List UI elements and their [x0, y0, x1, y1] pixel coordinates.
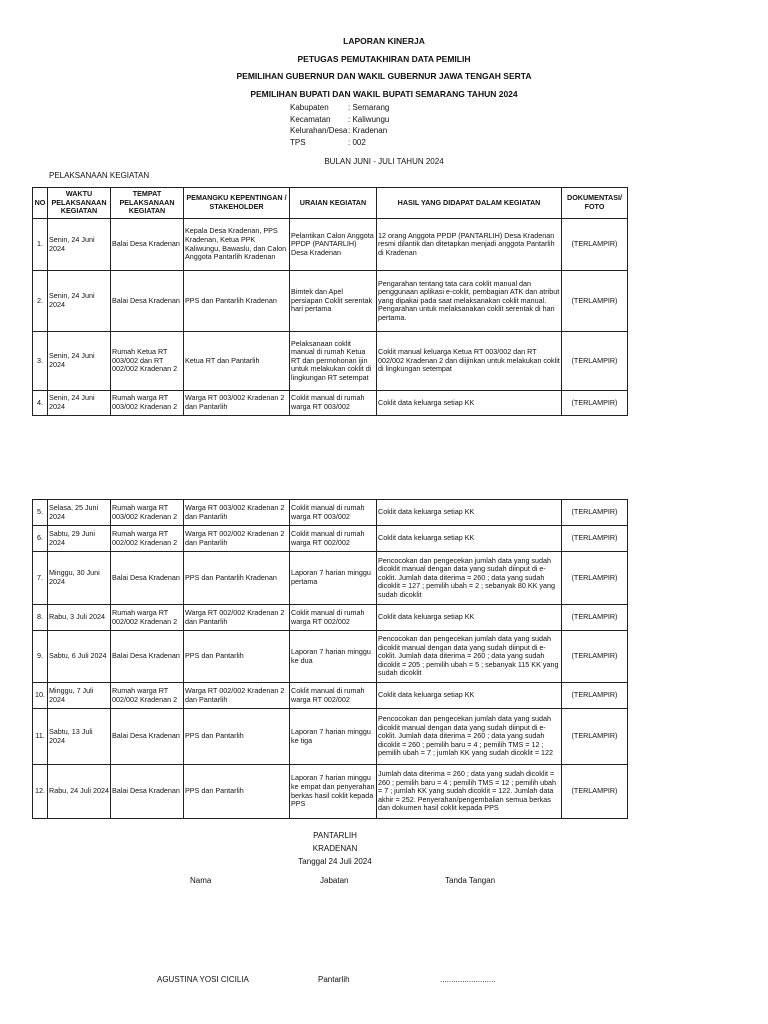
table-cell-hasil: Coklit data keluarga setiap KK [377, 683, 562, 709]
table-cell-uraian: Laporan 7 harian minggu ke dua [290, 631, 377, 683]
table-header-row [33, 188, 628, 219]
column-header: HASIL YANG DIDAPAT DALAM KEGIATAN [377, 188, 562, 219]
info-label: Kecamatan [290, 114, 331, 124]
table-cell-uraian: Laporan 7 harian minggu pertama [290, 552, 377, 605]
signature-block [0, 829, 670, 868]
table-cell-waktu: Rabu, 3 Juli 2024 [48, 605, 111, 631]
info-label: Kabupaten [290, 103, 329, 112]
table-cell-waktu: Minggu, 30 Juni 2024 [48, 552, 111, 605]
table-cell-no: 9. [33, 631, 48, 683]
table-cell-stakeholder: PPS dan Pantarlih Kradenan [184, 271, 290, 332]
table-row [33, 683, 628, 709]
column-header: DOKUMENTASI/ FOTO [562, 188, 628, 219]
table-cell-uraian: Laporan 7 harian minggu ke empat dan penyerahan berkas hasil coklit kepada PPS [290, 765, 377, 819]
table-cell-tempat: Balai Desa Kradenan [111, 765, 184, 819]
name-column-header: Nama [190, 876, 212, 885]
table-cell-waktu: Senin, 24 Juni 2024 [48, 391, 111, 416]
location-info [290, 102, 389, 148]
table-cell-stakeholder: Warga RT 003/002 Kradenan 2 dan Pantarlih [184, 391, 290, 416]
table-row [33, 631, 628, 683]
report-subtitle-1: PETUGAS PEMUTAKHIRAN DATA PEMILIH [297, 53, 471, 64]
table-cell-tempat: Balai Desa Kradenan [111, 631, 184, 683]
info-row [290, 102, 389, 114]
table-row [33, 219, 628, 271]
table-row [33, 765, 628, 819]
report-subtitle-3: PEMILIHAN BUPATI DAN WAKIL BUPATI SEMARANG TAHUN 2024 [250, 88, 518, 99]
table-row [33, 332, 628, 391]
table-cell-uraian: Coklit manual di rumah warga RT 002/002 [290, 683, 377, 709]
table-cell-no: 8. [33, 605, 48, 631]
signer-location: KRADENAN [312, 844, 358, 853]
table-cell-tempat: Rumah warga RT 003/002 Kradenan 2 [111, 500, 184, 526]
column-header: NO [33, 188, 48, 219]
table-cell-dok: (TERLAMPIR) [562, 526, 628, 552]
table-cell-dok: (TERLAMPIR) [562, 219, 628, 271]
table-cell-stakeholder: PPS dan Pantarlih [184, 709, 290, 765]
table-cell-dok: (TERLAMPIR) [562, 631, 628, 683]
activity-table-page-2 [32, 499, 628, 819]
table-cell-tempat: Rumah warga RT 002/002 Kradenan 2 [111, 526, 184, 552]
table-cell-stakeholder: Warga RT 002/002 Kradenan 2 dan Pantarlih [184, 683, 290, 709]
table-cell-hasil: Jumlah data diterima = 260 ; data yang sudah dicoklit = 260 ; pemilih baru = 4 ; pemilih TMS = 12 ; pemilih ubah = 7 ; jumlah KK yang sudah dicoklit = 122. Jumlah data akhir = 252. Penyerahan/pengembalian semua berkas dan dokumen hasil coklit kepada PPS [377, 765, 562, 819]
table-cell-hasil: Pengarahan tentang tata cara coklit manual dan penggunaan aplikasi e-coklit, pembagian ATK dan atribut yang dipakai pada saat melaksanakan coklit manual. Pengarahan untuk melaksanakan coklit serentak di hari pertama. [377, 271, 562, 332]
table-cell-no: 11. [33, 709, 48, 765]
table-cell-waktu: Sabtu, 6 Juli 2024 [48, 631, 111, 683]
signer-role: PANTARLIH [313, 831, 357, 840]
table-row [33, 271, 628, 332]
table-cell-dok: (TERLAMPIR) [562, 709, 628, 765]
table-cell-hasil: 12 orang Anggota PPDP (PANTARLIH) Desa Kradenan resmi dilantik dan ditetapkan menjadi anggota Pantarlih di Kradenan [377, 219, 562, 271]
table-cell-uraian: Coklit manual di rumah warga RT 002/002 [290, 526, 377, 552]
table-cell-waktu: Senin, 24 Juni 2024 [48, 271, 111, 332]
table-cell-hasil: Pencocokan dan pengecekan jumlah data yang sudah dicoklit manual dengan data yang sudah diinput di e-coklit. Jumlah data diterima = 260 ; data yang sudah dicoklit = 205 ; pemilih ubah = 5 ; sebanyak 115 KK yang sudah dicoklit [377, 631, 562, 683]
table-cell-hasil: Coklit data keluarga setiap KK [377, 526, 562, 552]
table-cell-tempat: Balai Desa Kradenan [111, 271, 184, 332]
table-cell-dok: (TERLAMPIR) [562, 765, 628, 819]
table-cell-uraian: Bimtek dan Apel persiapan Coklit serentak hari pertama [290, 271, 377, 332]
table-cell-stakeholder: Warga RT 002/002 Kradenan 2 dan Pantarlih [184, 526, 290, 552]
table-cell-tempat: Balai Desa Kradenan [111, 552, 184, 605]
table-cell-stakeholder: PPS dan Pantarlih Kradenan [184, 552, 290, 605]
table-cell-waktu: Senin, 24 Juni 2024 [48, 219, 111, 271]
info-label: TPS [290, 137, 306, 147]
table-row [33, 605, 628, 631]
table-row [33, 391, 628, 416]
info-value: : Kaliwungu [348, 114, 390, 124]
table-cell-dok: (TERLAMPIR) [562, 391, 628, 416]
table-cell-stakeholder: Kepala Desa Kradenan, PPS Kradenan, Ketua PPK Kaliwungu, Bawaslu, dan Calon Anggota Pantarlih Kradenan [184, 219, 290, 271]
info-value: : Semarang [348, 103, 390, 112]
table-cell-stakeholder: Warga RT 003/002 Kradenan 2 dan Pantarlih [184, 500, 290, 526]
table-row [33, 500, 628, 526]
column-header: TEMPAT PELAKSANAAN KEGIATAN [111, 188, 184, 219]
table-row [33, 526, 628, 552]
table-cell-hasil: Coklit data keluarga setiap KK [377, 391, 562, 416]
table-cell-waktu: Selasa, 25 Juni 2024 [48, 500, 111, 526]
table-cell-no: 12. [33, 765, 48, 819]
table-cell-tempat: Rumah warga RT 002/002 Kradenan 2 [111, 605, 184, 631]
table-cell-uraian: Coklit manual di rumah warga RT 002/002 [290, 605, 377, 631]
table-cell-stakeholder: PPS dan Pantarlih [184, 631, 290, 683]
table-cell-uraian: Laporan 7 harian minggu ke tiga [290, 709, 377, 765]
table-cell-uraian: Coklit manual di rumah warga RT 003/002 [290, 391, 377, 416]
info-row [290, 125, 389, 137]
table-row [33, 552, 628, 605]
info-value: : Kradenan [348, 126, 388, 135]
signer-position: Pantarlih [318, 975, 350, 984]
table-cell-no: 7. [33, 552, 48, 605]
table-cell-no: 6. [33, 526, 48, 552]
table-cell-dok: (TERLAMPIR) [562, 332, 628, 391]
table-cell-tempat: Rumah warga RT 002/002 Kradenan 2 [111, 683, 184, 709]
info-row [290, 137, 389, 149]
table-cell-hasil: Coklit manual keluarga Ketua RT 003/002 dan RT 002/002 Kradenan 2 dan diijinkan untuk melakukan coklit di lingkungan setempat [377, 332, 562, 391]
table-cell-dok: (TERLAMPIR) [562, 605, 628, 631]
signature-column-header: Tanda Tangan [445, 876, 496, 885]
position-column-header: Jabatan [320, 876, 349, 885]
table-cell-hasil: Coklit data keluarga setiap KK [377, 500, 562, 526]
table-cell-dok: (TERLAMPIR) [562, 683, 628, 709]
signature-line: ......................... [440, 975, 496, 984]
table-cell-hasil: Coklit data keluarga setiap KK [377, 605, 562, 631]
column-header: WAKTU PELAKSANAAN KEGIATAN [48, 188, 111, 219]
table-cell-tempat: Rumah Ketua RT 003/002 dan RT 002/002 Kradenan 2 [111, 332, 184, 391]
activity-table-page-1 [32, 187, 628, 416]
table-cell-no: 5. [33, 500, 48, 526]
table-cell-no: 2. [33, 271, 48, 332]
table-cell-hasil: Pencocokan dan pengecekan jumlah data yang sudah dicoklit manual dengan data yang sudah diinput di e-coklit. Jumlah data diterima = 260 ; data yang sudah dicoklit = 127 ; pemilih ubah = 2 ; sebanyak 80 KK yang sudah dicoklit [377, 552, 562, 605]
section-title: PELAKSANAAN KEGIATAN [49, 171, 150, 180]
report-titles [0, 33, 768, 103]
report-title: LAPORAN KINERJA [343, 36, 425, 46]
table-cell-waktu: Senin, 24 Juni 2024 [48, 332, 111, 391]
table-cell-tempat: Balai Desa Kradenan [111, 709, 184, 765]
table-cell-no: 1. [33, 219, 48, 271]
table-cell-no: 4. [33, 391, 48, 416]
table-cell-waktu: Sabtu, 29 Juni 2024 [48, 526, 111, 552]
column-header: URAIAN KEGIATAN [290, 188, 377, 219]
signature-date: Tanggal 24 Juli 2024 [298, 857, 372, 866]
table-cell-stakeholder: PPS dan Pantarlih [184, 765, 290, 819]
table-cell-waktu: Rabu, 24 Juli 2024 [48, 765, 111, 819]
table-cell-hasil: Pencocokan dan pengecekan jumlah data yang sudah dicoklit manual dengan data yang sudah diinput di e-coklit. Jumlah data diterima = 260 ; data yang sudah dicoklit = 260 ; pemilih baru = 4 ; pemilih TMS = 12 ; pemilih ubah = 7 ; jumlah KK yang sudah dicoklit = 122 [377, 709, 562, 765]
table-cell-no: 3. [33, 332, 48, 391]
table-cell-waktu: Sabtu, 13 Juli 2024 [48, 709, 111, 765]
report-period: BULAN JUNI - JULI TAHUN 2024 [324, 157, 444, 166]
table-cell-uraian: Pelaksanaan coklit manual di rumah Ketua RT dan permohonan ijin untuk melakukan coklit di lingkungan RT setempat [290, 332, 377, 391]
table-cell-waktu: Minggu, 7 Juli 2024 [48, 683, 111, 709]
table-cell-uraian: Coklit manual di rumah warga RT 003/002 [290, 500, 377, 526]
info-label: Kelurahan/Desa [290, 126, 348, 135]
report-subtitle-2: PEMILIHAN GUBERNUR DAN WAKIL GUBERNUR JAWA TENGAH SERTA [236, 71, 532, 81]
info-value: : 002 [348, 137, 366, 147]
signer-name: AGUSTINA YOSI CICILIA [157, 975, 249, 984]
table-cell-uraian: Pelantikan Calon Anggota PPDP (PANTARLIH) Desa Kradenan [290, 219, 377, 271]
table-cell-stakeholder: Warga RT 002/002 Kradenan 2 dan Pantarlih [184, 605, 290, 631]
table-cell-tempat: Rumah warga RT 003/002 Kradenan 2 [111, 391, 184, 416]
table-cell-tempat: Balai Desa Kradenan [111, 219, 184, 271]
table-cell-stakeholder: Ketua RT dan Pantarlih [184, 332, 290, 391]
table-cell-dok: (TERLAMPIR) [562, 271, 628, 332]
column-header: PEMANGKU KEPENTINGAN / STAKEHOLDER [184, 188, 290, 219]
table-cell-dok: (TERLAMPIR) [562, 500, 628, 526]
table-cell-dok: (TERLAMPIR) [562, 552, 628, 605]
info-row [290, 114, 389, 126]
table-row [33, 709, 628, 765]
table-cell-no: 10. [33, 683, 48, 709]
